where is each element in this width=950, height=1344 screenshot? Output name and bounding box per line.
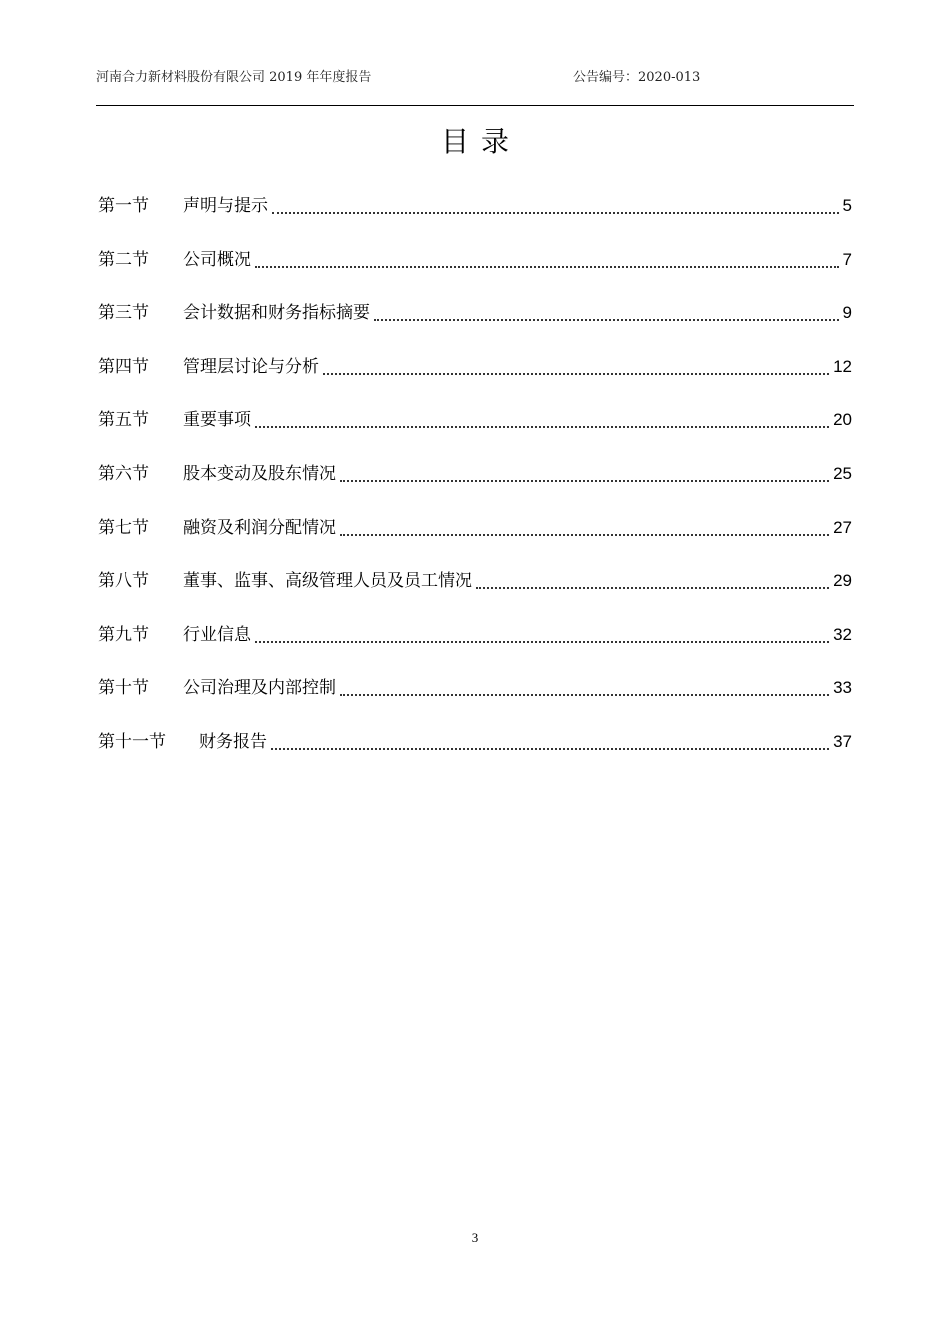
toc-entry-label: 管理层讨论与分析: [183, 356, 319, 377]
toc-dot-leader: [476, 567, 829, 589]
toc-entry-label: 公司治理及内部控制: [183, 678, 336, 699]
toc-entry-label: 公司概况: [183, 249, 251, 270]
toc-entry-label: 融资及利润分配情况: [183, 517, 336, 538]
toc-entry[interactable]: [98, 406, 852, 460]
toc-entry-label: 声明与提示: [183, 196, 268, 216]
toc-page-number: 12: [833, 356, 852, 376]
toc-page-number: 32: [833, 624, 852, 644]
toc-entry-label: 股本变动及股东情况: [183, 463, 336, 484]
toc-entry[interactable]: [98, 246, 852, 300]
toc-section-number: 第五节: [98, 410, 149, 431]
toc-entry[interactable]: [98, 728, 852, 782]
page-number: 3: [471, 1230, 479, 1245]
toc-dot-leader: [340, 460, 829, 482]
toc-entry[interactable]: [98, 621, 852, 675]
toc-page-number: 25: [833, 463, 852, 483]
toc-section-number: 第十节: [98, 678, 149, 699]
toc-dot-leader: [340, 674, 829, 696]
toc-entry[interactable]: [98, 567, 852, 621]
announcement-number: 公告编号：2020-013: [573, 70, 701, 85]
toc-page-number: 37: [833, 731, 852, 751]
toc-entry[interactable]: [98, 674, 852, 728]
toc-entry-label: 董事、监事、高级管理人员及员工情况: [183, 571, 472, 592]
toc-section-number: 第一节: [98, 196, 149, 216]
toc-entry-label: 行业信息: [183, 624, 251, 645]
toc-page-number: 33: [833, 678, 852, 698]
toc-entry[interactable]: [98, 514, 852, 568]
toc-page-number: 9: [842, 303, 852, 323]
toc-dot-leader: [272, 192, 839, 214]
toc-dot-leader: [271, 728, 829, 750]
toc-entry-label: 财务报告: [199, 731, 267, 752]
toc-section-number: 第二节: [98, 249, 149, 270]
toc-entry[interactable]: [98, 460, 852, 514]
toc-page-number: 5: [842, 196, 852, 215]
toc-entry-label: 重要事项: [183, 410, 251, 431]
toc-section-number: 第十一节: [98, 731, 166, 752]
toc-dot-leader: [255, 621, 829, 643]
toc-page-number: 27: [833, 517, 852, 537]
toc-entry[interactable]: [98, 353, 852, 407]
toc-entry-label: 会计数据和财务指标摘要: [183, 303, 370, 324]
toc-page-number: 20: [833, 410, 852, 430]
table-of-contents: [98, 192, 852, 782]
toc-section-number: 第三节: [98, 303, 149, 324]
toc-section-number: 第九节: [98, 624, 149, 645]
toc-dot-leader: [374, 299, 839, 321]
toc-dot-leader: [340, 514, 829, 536]
toc-entry[interactable]: [98, 299, 852, 353]
toc-section-number: 第四节: [98, 356, 149, 377]
header-divider: [96, 105, 854, 106]
report-title: 河南合力新材料股份有限公司 2019 年年度报告: [96, 70, 372, 85]
toc-dot-leader: [255, 246, 839, 268]
toc-page-number: 7: [842, 249, 852, 269]
toc-dot-leader: [255, 406, 829, 428]
toc-section-number: 第八节: [98, 571, 149, 592]
page-header: [96, 66, 854, 88]
toc-title: 目录: [440, 125, 521, 158]
toc-page-number: 29: [833, 571, 852, 591]
toc-dot-leader: [323, 353, 829, 375]
toc-section-number: 第六节: [98, 463, 149, 484]
toc-entry[interactable]: [98, 192, 852, 246]
toc-section-number: 第七节: [98, 517, 149, 538]
